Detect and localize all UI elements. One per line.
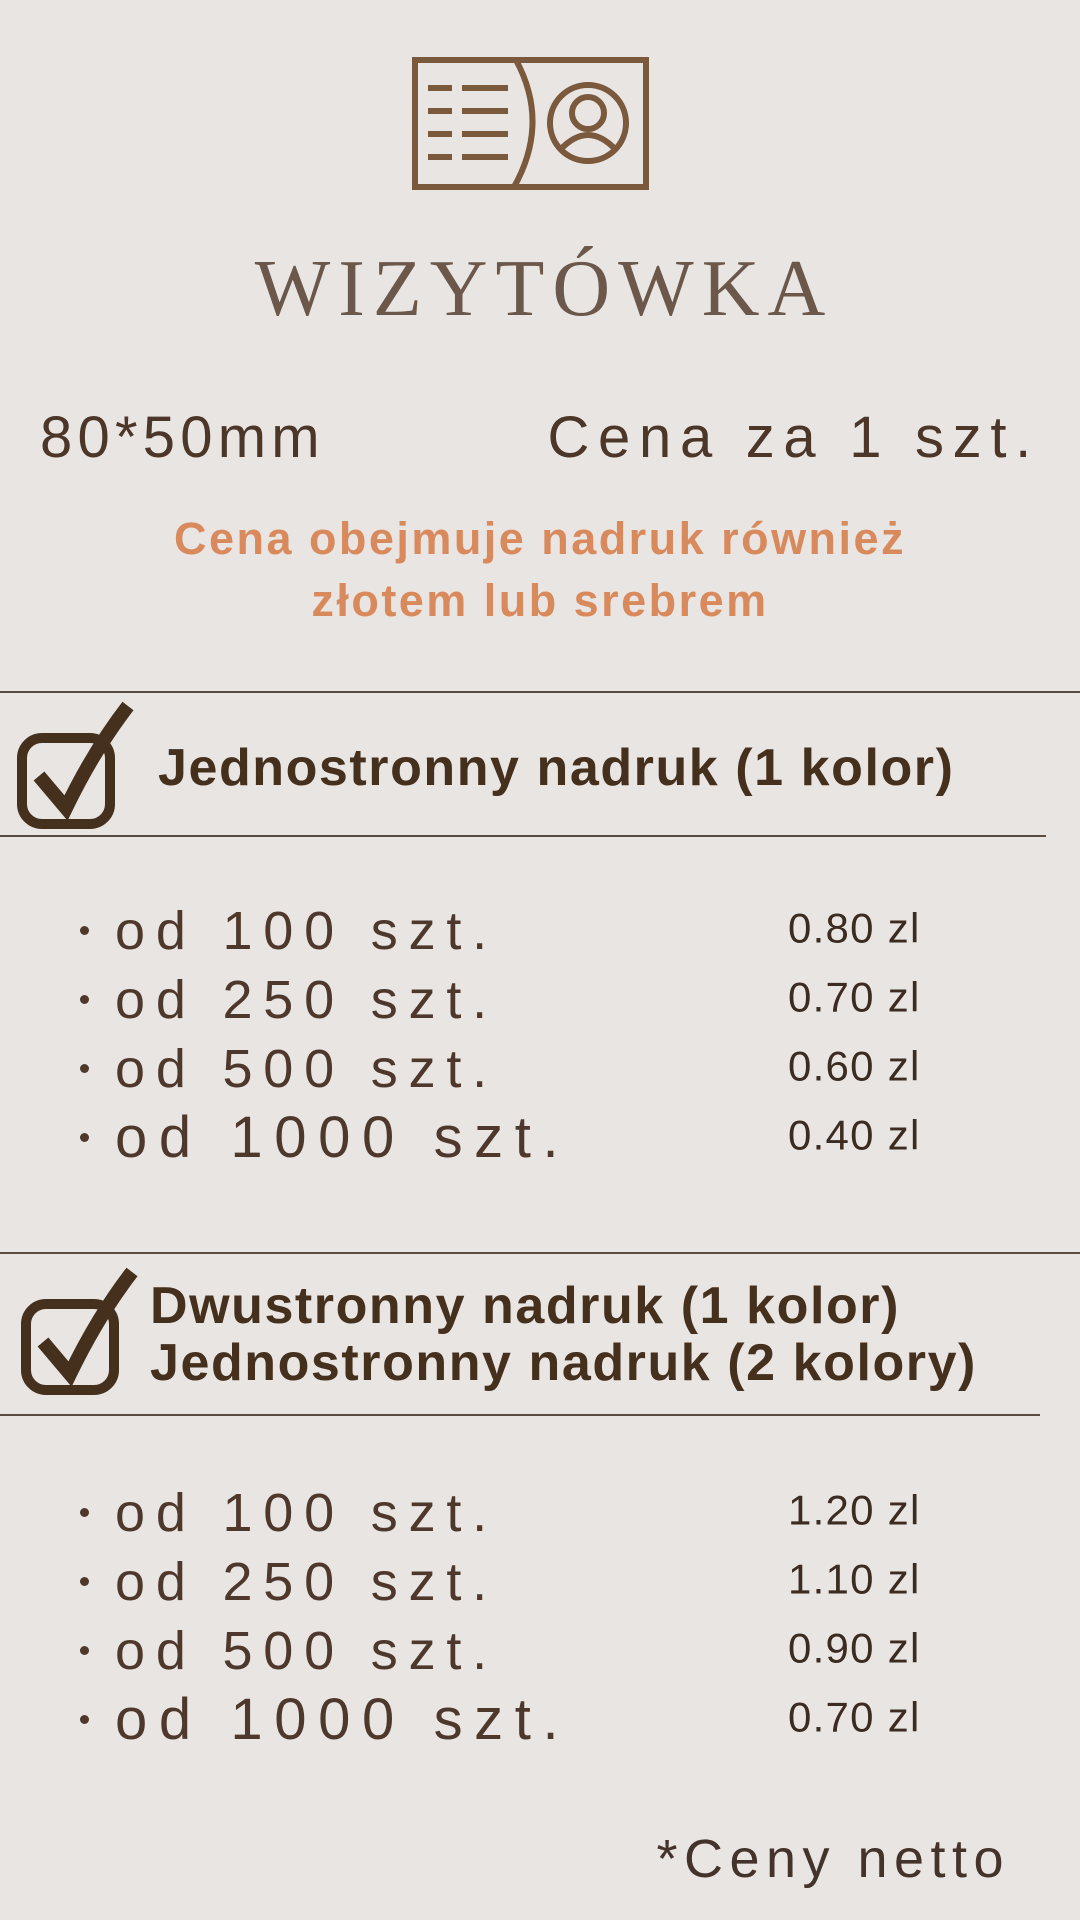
- section-title-group: [150, 1278, 977, 1392]
- bullet-dot-icon: [80, 1715, 89, 1724]
- print-note-line2: złotem lub srebrem: [311, 575, 769, 626]
- price-row: [0, 1685, 1080, 1754]
- print-note-line1: Cena obejmuje nadruk również: [174, 513, 906, 564]
- price-value: 0.60 zl: [788, 1042, 921, 1090]
- bullet-dot-icon: [80, 1064, 89, 1073]
- price-value: 0.40 zl: [788, 1111, 921, 1159]
- price-value: 0.80 zl: [788, 904, 921, 952]
- section-header-1: [0, 692, 1080, 834]
- print-note: [0, 508, 1080, 632]
- divider-top-section-2: [0, 1252, 1080, 1254]
- price-row: [0, 1034, 1080, 1103]
- quantity-label: od 500 szt.: [115, 1620, 498, 1681]
- section-title: Jednostronny nadruk (1 kolor): [158, 739, 955, 797]
- page-title: WIZYTÓWKA: [254, 245, 834, 333]
- price-row: [0, 1616, 1080, 1685]
- price-value: 0.70 zl: [788, 973, 921, 1021]
- price-row: [0, 1103, 1080, 1172]
- bullet-dot-icon: [80, 1133, 89, 1142]
- divider-bottom-section-2: [0, 1414, 1040, 1416]
- price-value: 1.20 zl: [788, 1486, 921, 1534]
- divider-bottom-section-1: [0, 835, 1046, 837]
- bullet-dot-icon: [80, 1646, 89, 1655]
- price-row: [0, 1478, 1080, 1547]
- price-list-1: [0, 896, 1080, 1172]
- quantity-label: od 100 szt.: [115, 1482, 498, 1543]
- price-row: [0, 1547, 1080, 1616]
- bullet-dot-icon: [80, 926, 89, 935]
- price-row: [0, 896, 1080, 965]
- price-list-2: [0, 1478, 1080, 1754]
- quantity-label: od 100 szt.: [115, 900, 498, 961]
- bullet-dot-icon: [80, 995, 89, 1004]
- quantity-label: od 1000 szt.: [115, 1105, 571, 1170]
- price-value: 1.10 zl: [788, 1555, 921, 1603]
- quantity-label: od 1000 szt.: [115, 1687, 571, 1752]
- price-value: 0.90 zl: [788, 1624, 921, 1672]
- price-unit-label: Cena za 1 szt.: [547, 405, 1040, 470]
- business-card-icon: [412, 57, 649, 190]
- net-prices-note: *Ceny netto: [656, 1829, 1010, 1889]
- section-title-line1: Dwustronny nadruk (1 kolor): [150, 1277, 900, 1335]
- bullet-dot-icon: [80, 1577, 89, 1586]
- size-row: [40, 404, 1040, 471]
- quantity-label: od 250 szt.: [115, 1551, 498, 1612]
- price-row: [0, 965, 1080, 1034]
- section-header-2: [0, 1264, 1080, 1424]
- checkbox-checked-icon: [14, 698, 142, 830]
- section-title-line2: Jednostronny nadruk (2 kolory): [150, 1334, 977, 1392]
- card-size-label: 80*50mm: [40, 405, 325, 470]
- price-value: 0.70 zl: [788, 1693, 921, 1741]
- checkbox-checked-icon: [18, 1264, 146, 1396]
- quantity-label: od 250 szt.: [115, 969, 498, 1030]
- bullet-dot-icon: [80, 1508, 89, 1517]
- quantity-label: od 500 szt.: [115, 1038, 498, 1099]
